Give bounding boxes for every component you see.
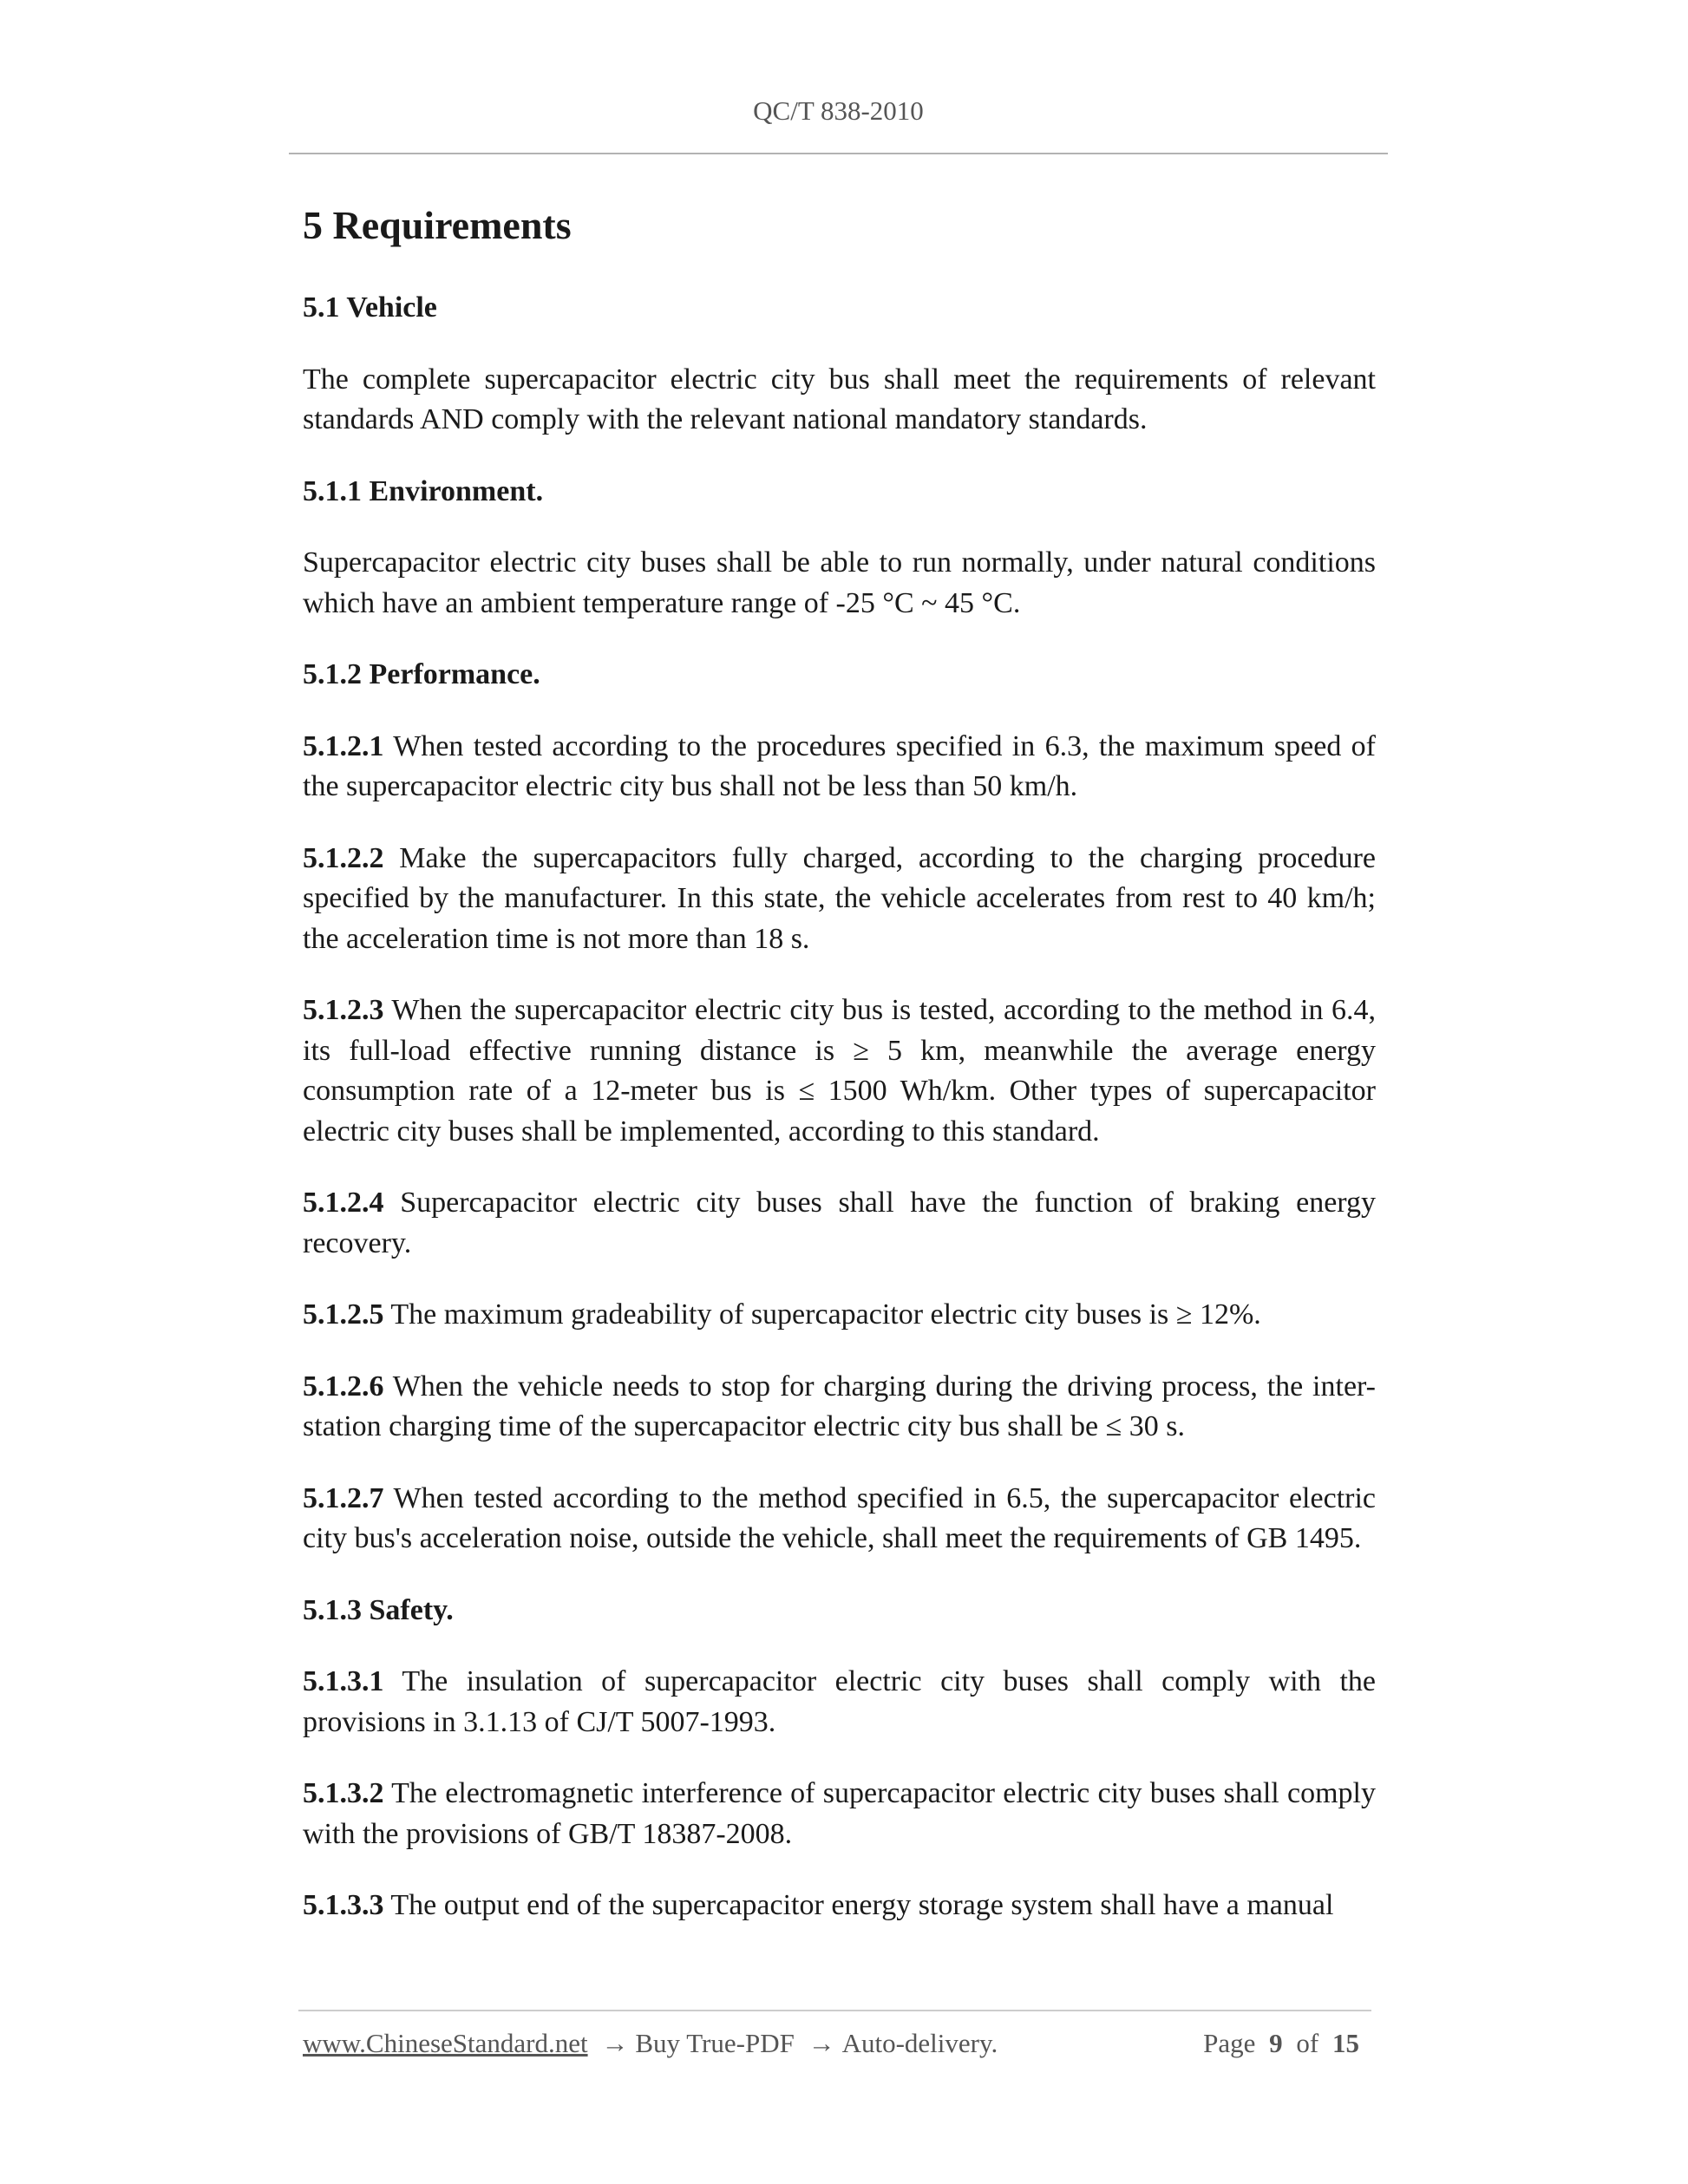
clause-number: 5.1.3.3 — [303, 1889, 384, 1921]
clause-heading: 5.1.2 Performance. — [303, 658, 540, 690]
of-word: of — [1296, 2028, 1319, 2058]
delivery-text: Auto-delivery. — [841, 2028, 998, 2058]
clause-text: The output end of the supercapacitor energy storage system shall have a manual — [390, 1889, 1334, 1921]
clause-paragraph — [303, 1886, 1376, 1926]
clause-number: 5.1.2.1 — [303, 729, 384, 762]
footer-divider — [298, 2010, 1371, 2011]
clause-text: When tested according to the procedures specified in 6.3, the maximum speed of the supercapacitor electric city bus shall not be less than 50 km/h. — [303, 729, 1376, 802]
clause-text: When the supercapacitor electric city bus is tested, according to the method in 6.4, its full-load effective running distance is ≥ 5 km, meanwhile the average energy consumption rate of a 12-meter bus is ≤ 1500 Wh/km. Other types of supercapacitor electric city buses shall be implemented, according to this standard. — [303, 994, 1376, 1148]
clause-paragraph — [303, 727, 1376, 808]
page-header — [289, 95, 1388, 127]
site-link[interactable]: www.ChineseStandard.net — [303, 2028, 588, 2058]
clause-paragraph — [303, 991, 1376, 1152]
clause-number: 5.1.3.2 — [303, 1777, 384, 1809]
clause-paragraph — [303, 1367, 1376, 1448]
header-divider — [289, 153, 1388, 154]
clause-paragraph — [303, 1183, 1376, 1264]
clause-text: Supercapacitor electric city buses shall be able to run normally, under natural conditions which have an ambient temperature range of -25 °C ~ 45 °C. — [303, 546, 1376, 619]
arrow-right-icon: → — [601, 2028, 629, 2058]
page-footer — [303, 2028, 1366, 2059]
clause-text: The complete supercapacitor electric city bus shall meet the requirements of relevant standards AND comply with the relevant national mandatory standards. — [303, 363, 1376, 435]
page-content — [303, 198, 1376, 1958]
clause-paragraph — [303, 543, 1376, 624]
buy-link[interactable]: Buy True-PDF — [635, 2028, 795, 2058]
clause-list — [303, 288, 1376, 1926]
clause-text: The electromagnetic interference of supercapacitor electric city buses shall comply with the provisions of GB/T 18387-2008. — [303, 1777, 1376, 1850]
clause-paragraph — [303, 1295, 1376, 1336]
page-word: Page — [1203, 2028, 1256, 2058]
clause-number: 5.1.2.7 — [303, 1481, 384, 1514]
clause-number: 5.1.3.1 — [303, 1665, 384, 1697]
page-number: 9 — [1269, 2028, 1283, 2058]
clause-paragraph — [303, 1662, 1376, 1743]
section-title: 5 Requirements — [303, 203, 572, 247]
clause-paragraph — [303, 1479, 1376, 1560]
arrow-right-icon: → — [808, 2028, 835, 2058]
footer-left — [303, 2028, 998, 2059]
clause-number: 5.1.2.2 — [303, 841, 384, 874]
clause-text: Supercapacitor electric city buses shall have the function of braking energy recovery. — [303, 1187, 1376, 1259]
clause-paragraph — [303, 839, 1376, 960]
page-total: 15 — [1332, 2028, 1359, 2058]
clause-text: The maximum gradeability of supercapacitor electric city buses is ≥ 12%. — [390, 1298, 1261, 1331]
clause-paragraph — [303, 1774, 1376, 1854]
clause-heading: 5.1.3 Safety. — [303, 1593, 454, 1626]
clause-paragraph — [303, 360, 1376, 441]
document-code: QC/T 838-2010 — [753, 95, 924, 126]
clause-number: 5.1.2.4 — [303, 1187, 384, 1219]
clause-heading: 5.1.1 Environment. — [303, 474, 544, 507]
clause-number: 5.1.2.6 — [303, 1370, 384, 1403]
clause-text: When the vehicle needs to stop for charging during the driving process, the inter-station charging time of the supercapacitor electric city bus shall be ≤ 30 s. — [303, 1370, 1377, 1442]
clause-number: 5.1.2.3 — [303, 994, 384, 1026]
clause-text: When tested according to the method specified in 6.5, the supercapacitor electric city bus's acceleration noise, outside the vehicle, shall meet the requirements of GB 1495. — [303, 1481, 1376, 1554]
clause-number: 5.1.2.5 — [303, 1298, 384, 1331]
page-indicator — [1203, 2028, 1366, 2059]
clause-heading: 5.1 Vehicle — [303, 291, 437, 324]
clause-text: The insulation of supercapacitor electric city buses shall comply with the provisions in 3.1.13 of CJ/T 5007-1993. — [303, 1665, 1376, 1738]
clause-text: Make the supercapacitors fully charged, according to the charging procedure specified by the manufacturer. In this state, the vehicle accelerates from rest to 40 km/h; the acceleration time is not more than 18 s. — [303, 841, 1376, 955]
